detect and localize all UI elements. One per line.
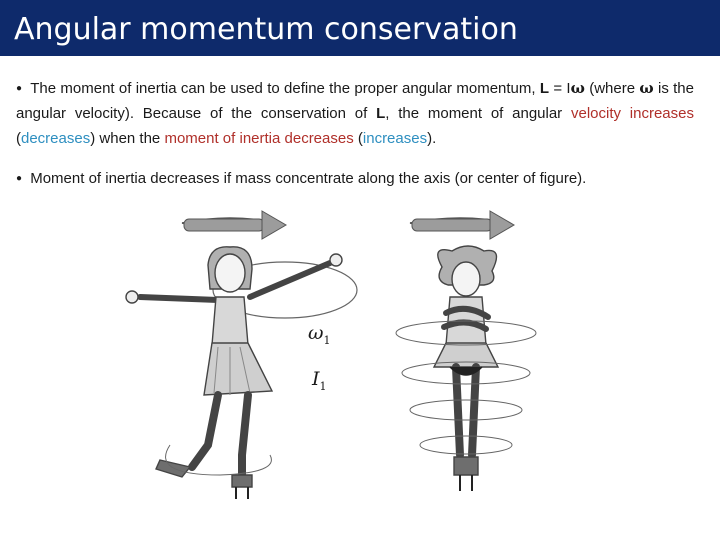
inertia-1-label: $I_1$: [312, 368, 327, 393]
rotation-arrow-icon: [410, 211, 514, 239]
p1-eq: = I: [553, 80, 571, 97]
p1-text-2: (where: [589, 80, 636, 97]
paragraph-mass-concentration: [16, 166, 694, 191]
skater-tucked-figure: [380, 205, 560, 505]
omega-1-label: $\omega_1$: [308, 322, 331, 347]
bullet-icon: ●: [16, 83, 23, 94]
skater-right-body: [396, 246, 536, 491]
p2-text: Moment of inertia decreases if mass concentrate along the axis (or center of figure).: [30, 170, 587, 187]
p1-omega: ω: [570, 79, 585, 97]
bullet-icon: ●: [16, 173, 23, 184]
p1-text-3: is the angular velocity). Because of the conservation of: [16, 80, 694, 122]
rotation-arrow-icon: [182, 211, 286, 239]
p1-L-symbol: L: [539, 80, 550, 97]
title-bar: [0, 0, 720, 56]
p1-L-symbol-2: L: [376, 105, 386, 122]
p1-increases: increases: [362, 130, 428, 147]
skater-extended-figure: [110, 205, 370, 505]
p1-moi-decreases: moment of inertia decreases: [164, 130, 354, 147]
slide-title: Angular momentum conservation: [14, 12, 518, 47]
p1-text-1: The moment of inertia can be used to define the proper angular momentum,: [30, 80, 536, 97]
p1-decreases: decreases: [21, 130, 91, 147]
p1-omega-2: ω: [639, 79, 654, 97]
p1-text-5: when the: [99, 130, 161, 147]
p1-text-4: , the moment of angular: [385, 105, 563, 122]
paragraph-angular-momentum: ● The moment of inertia can be used to define the proper angular momentum, L = Iω (where ω is the angular velocity). Because of the conservation of L, the moment of angular velocity increases (decreases) when the moment of inertia decreases (increases).: [16, 79, 694, 147]
p1-end: ).: [427, 130, 437, 147]
p1-velocity-increases: velocity increases: [570, 105, 694, 122]
